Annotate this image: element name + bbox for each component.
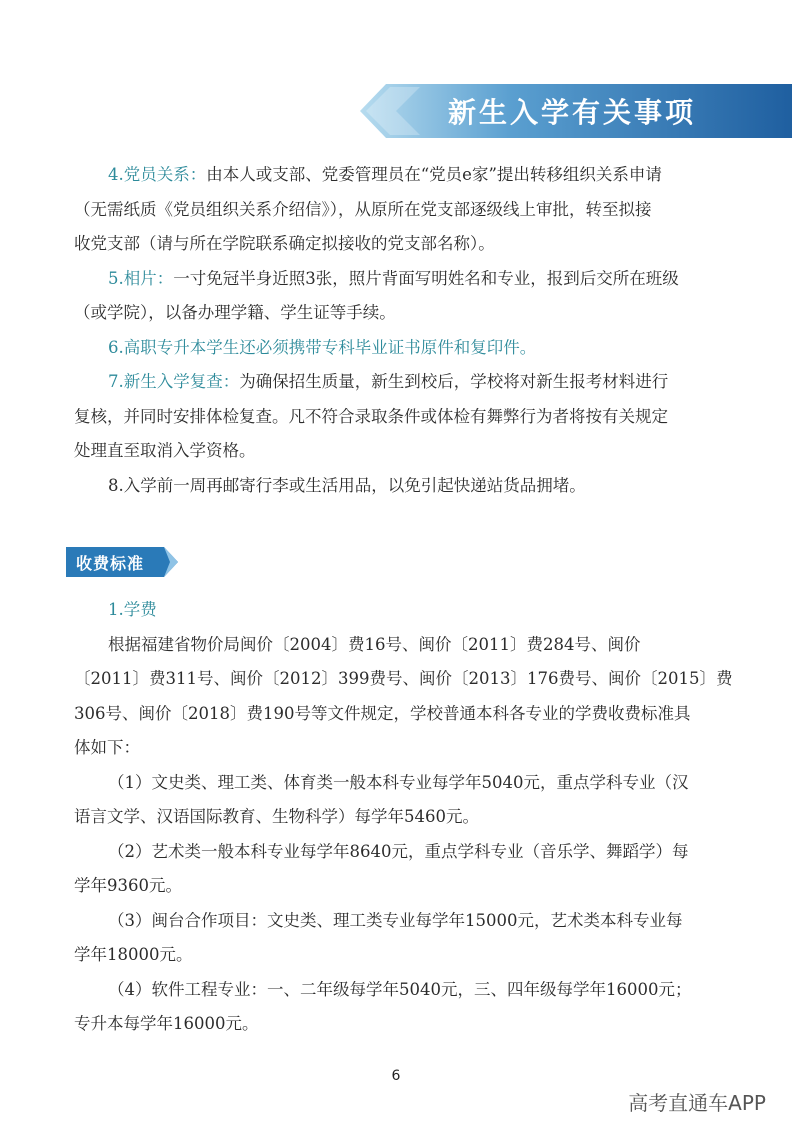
item-5-line-1: 5.相片：一寸免冠半身近照3张，照片背面写明姓名和专业，报到后交所在班级 xyxy=(108,268,679,288)
fees-intro-line-4: 体如下： xyxy=(74,738,140,757)
header-banner xyxy=(360,84,792,138)
item-8-line-1: 8.入学前一周再邮寄行李或生活用品，以免引起快递站货品拥堵。 xyxy=(108,475,586,495)
item-5-label: 5.相片： xyxy=(108,268,174,288)
watermark: 高考直通车APP xyxy=(628,1091,766,1115)
fees-intro-line-2: 〔2011〕费311号、闽价〔2012〕399费号、闽价〔2013〕176费号、闽价〔2015〕费 xyxy=(74,669,733,688)
item-6-line-1: 6.高职专升本学生还必须携带专科毕业证书原件和复印件。 xyxy=(108,337,537,357)
admission-items xyxy=(74,158,714,503)
item-7-label: 7.新生入学复查： xyxy=(108,372,240,391)
item-7-line-2: 复核，并同时安排体检复查。凡不符合录取条件或体检有舞弊行为者将按有关规定 xyxy=(74,406,668,426)
fee-item-4-line-2: 专升本每学年16000元。 xyxy=(74,1014,259,1033)
fee-item-2-line-1: （2）艺术类一般本科专业每学年8640元，重点学科专业（音乐学、舞蹈学）每 xyxy=(108,841,689,861)
fee-item-2-line-2: 学年9360元。 xyxy=(74,876,182,895)
fees-content xyxy=(74,593,733,1042)
item-5-line-2: （或学院），以备办理学籍、学生证等手续。 xyxy=(74,303,396,322)
item-4-line-3: 收党支部（请与所在学院联系确定拟接收的党支部名称）。 xyxy=(74,234,495,253)
section-title: 收费标准 xyxy=(76,554,145,573)
item-4-label: 4.党员关系： xyxy=(108,165,207,184)
fee-item-3-line-1: （3）闽台合作项目：文史类、理工类专业每学年15000元，艺术类本科专业每 xyxy=(108,910,683,930)
item-7-line-3: 处理直至取消入学资格。 xyxy=(74,441,256,460)
page-number: 6 xyxy=(391,1068,401,1084)
fee-item-3-line-2: 学年18000元。 xyxy=(74,945,193,964)
item-4-line-1: 4.党员关系：由本人或支部、党委管理员在“党员e家”提出转移组织关系申请 xyxy=(108,165,662,184)
item-7-line-1: 7.新生入学复查：为确保招生质量，新生到校后，学校将对新生报考材料进行 xyxy=(108,372,669,391)
fees-intro-line-3: 306号、闽价〔2018〕费190号等文件规定，学校普通本科各专业的学费收费标准具 xyxy=(74,703,691,723)
fee-item-1-line-1: （1）文史类、理工类、体育类一般本科专业每学年5040元，重点学科专业（汉 xyxy=(108,772,689,792)
fees-intro-line-1: 根据福建省物价局闽价〔2004〕费16号、闽价〔2011〕费284号、闽价 xyxy=(108,634,641,654)
item-4-line-2: （无需纸质《党员组织关系介绍信》），从原所在党支部逐级线上审批，转至拟接 xyxy=(74,199,652,219)
fee-item-1-line-2: 语言文学、汉语国际教育、生物科学）每学年5460元。 xyxy=(74,807,479,826)
section-heading-fees xyxy=(66,547,178,577)
fee-item-4-line-1: （4）软件工程专业：一、二年级每学年5040元，三、四年级每学年16000元； xyxy=(108,979,692,999)
page-title: 新生入学有关事项 xyxy=(448,96,697,129)
fees-subtitle: 1.学费 xyxy=(108,600,157,619)
